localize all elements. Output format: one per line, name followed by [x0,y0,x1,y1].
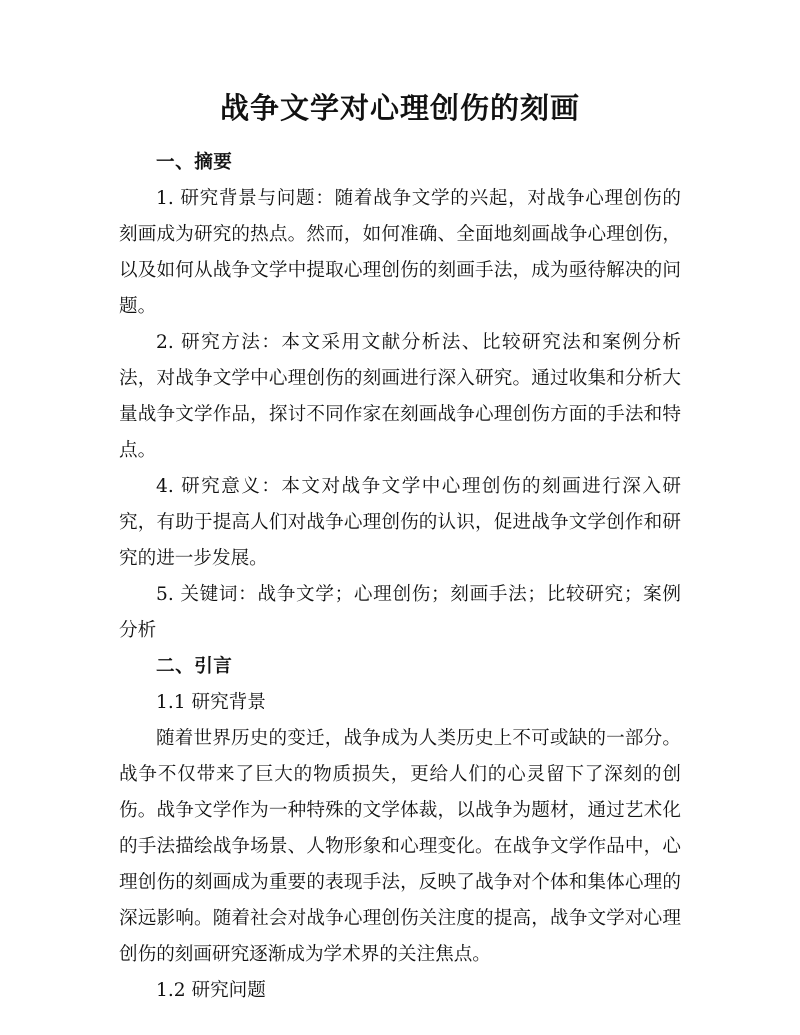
abstract-item: 4. 研究意义：本文对战争文学中心理创伤的刻画进行深入研究，有助于提高人们对战争心理创伤的认识，促进战争文学创作和研究的进一步发展。 [119,476,681,569]
abstract-item: 2. 研究方法：本文采用文献分析法、比较研究法和案例分析法，对战争文学中心理创伤的刻画进行深入研究。通过收集和分析大量战争文学作品，探讨不同作家在刻画战争心理创伤方面的手法和特点。 [119,332,681,461]
intro-heading: 二、引言 [156,656,233,677]
document-title: 战争文学对心理创伤的刻画 [219,91,580,125]
subsection-heading: 1.1 研究背景 [156,692,266,713]
abstract-item: 1. 研究背景与问题：随着战争文学的兴起，对战争心理创伤的刻画成为研究的热点。然而，如何准确、全面地刻画战争心理创伤，以及如何从战争文学中提取心理创伤的刻画手法，成为亟待解决的问题。 [119,188,681,317]
abstract-heading: 一、摘要 [156,152,233,173]
document-body [119,145,681,1009]
subsection-heading: 1.2 研究问题 [156,980,266,1001]
background-paragraph: 随着世界历史的变迁，战争成为人类历史上不可或缺的一部分。战争不仅带来了巨大的物质损失，更给人们的心灵留下了深刻的创伤。战争文学作为一种特殊的文学体裁，以战争为题材，通过艺术化的手法描绘战争场景、人物形象和心理变化。在战争文学作品中，心理创伤的刻画成为重要的表现手法，反映了战争对个体和集体心理的深远影响。随着社会对战争心理创伤关注度的提高，战争文学对心理创伤的刻画研究逐渐成为学术界的关注焦点。 [119,728,681,965]
abstract-item: 5. 关键词：战争文学；心理创伤；刻画手法；比较研究；案例分析 [119,584,681,641]
